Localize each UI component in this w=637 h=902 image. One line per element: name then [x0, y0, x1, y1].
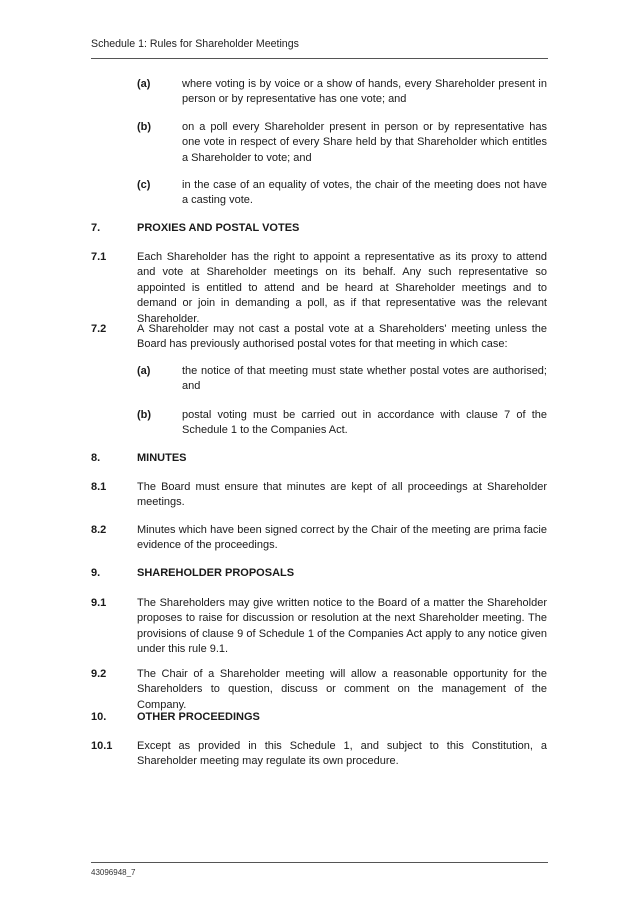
- clause-text: The Chair of a Shareholder meeting will allow a reasonable opportunity for the Shareholders to question, discuss or comment on the management of the Company.: [137, 668, 547, 711]
- item-label: (c): [137, 179, 151, 191]
- header-divider: [91, 58, 548, 59]
- item-text: where voting is by voice or a show of hands, every Shareholder present in person or by representative has one vote; and: [182, 78, 547, 106]
- clause-text: The Shareholders may give written notice to the Board of a matter the Shareholder proposes to raise for discussion or resolution at the next Shareholder meeting. The provisions of clause 9 of Schedule 1 of the Companies Act apply to any notice given under this rule 9.1.: [137, 597, 547, 656]
- section-number: 10.: [91, 711, 107, 723]
- clause-text: Each Shareholder has the right to appoint a representative as its proxy to attend and vote at Shareholder meetings on its behalf. Any such representative so appointed is entitled to attend and be heard at Shareholder meetings and to demand or join in demanding a poll, as if that representative was the relevant Shareholder.: [137, 251, 547, 325]
- clause-number: 7.1: [91, 251, 107, 263]
- clause-number: 8.1: [91, 481, 107, 493]
- item-label: (a): [137, 78, 151, 90]
- item-label: (b): [137, 121, 152, 133]
- item-label: (b): [137, 409, 152, 421]
- clause-number: 9.1: [91, 597, 107, 609]
- document-id: 43096948_7: [91, 868, 136, 877]
- footer-divider: [91, 862, 548, 863]
- section-heading: MINUTES: [137, 452, 187, 464]
- clause-number: 8.2: [91, 524, 107, 536]
- item-text: on a poll every Shareholder present in person or by representative has one vote in respect of every Share held by that Shareholder which entitles a Shareholder to vote; and: [182, 121, 547, 164]
- clause-text: A Shareholder may not cast a postal vote at a Shareholders' meeting unless the Board has previously authorised postal votes for that meeting in which case:: [137, 323, 547, 351]
- item-label: (a): [137, 365, 151, 377]
- section-number: 8.: [91, 452, 101, 464]
- item-text: postal voting must be carried out in accordance with clause 7 of the Schedule 1 to the Companies Act.: [182, 409, 547, 437]
- clause-number: 9.2: [91, 668, 107, 680]
- item-text: the notice of that meeting must state whether postal votes are authorised; and: [182, 365, 547, 393]
- page-header: Schedule 1: Rules for Shareholder Meetings: [91, 38, 299, 50]
- section-heading: OTHER PROCEEDINGS: [137, 711, 260, 723]
- section-heading: SHAREHOLDER PROPOSALS: [137, 567, 295, 579]
- section-number: 7.: [91, 222, 101, 234]
- clause-number: 10.1: [91, 740, 113, 752]
- clause-text: Minutes which have been signed correct by the Chair of the meeting are prima facie evidence of the proceedings.: [137, 524, 547, 552]
- clause-text: The Board must ensure that minutes are kept of all proceedings at Shareholder meetings.: [137, 481, 547, 509]
- section-number: 9.: [91, 567, 101, 579]
- section-heading: PROXIES AND POSTAL VOTES: [137, 222, 300, 234]
- item-text: in the case of an equality of votes, the chair of the meeting does not have a casting vote.: [182, 179, 547, 207]
- clause-text: Except as provided in this Schedule 1, and subject to this Constitution, a Shareholder meeting may regulate its own procedure.: [137, 740, 547, 768]
- clause-number: 7.2: [91, 323, 107, 335]
